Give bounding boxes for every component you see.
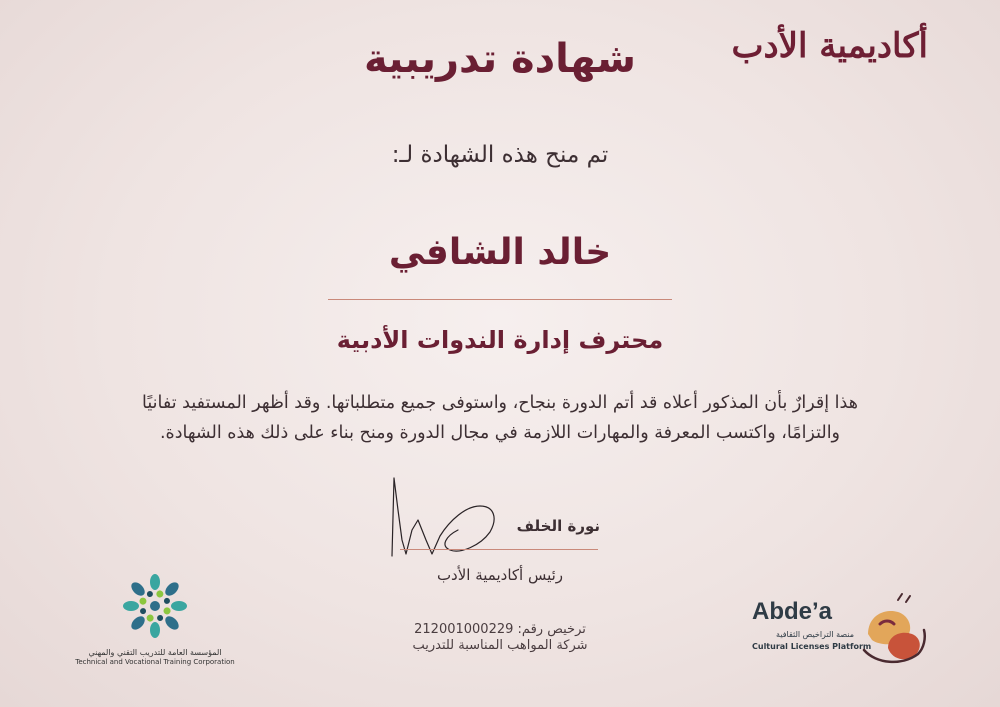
license-number: 212001000229 <box>414 622 514 637</box>
awarded-to-text: تم منح هذه الشهادة لـ: <box>391 142 609 168</box>
abdea-logo <box>750 590 930 670</box>
license-company: شركة المواهب المناسبة للتدريب <box>412 638 588 653</box>
license-label: ترخيص رقم: <box>517 622 586 637</box>
recipient-name: خالد الشافي <box>388 232 612 273</box>
signer-name: نورة الخلف <box>516 517 600 535</box>
certificate-title: شهادة تدريبية <box>364 36 636 82</box>
course-name: محترف إدارة الندوات الأدبية <box>336 326 664 354</box>
abdea-name-en: Cultural Licenses Platform <box>752 642 872 651</box>
academy-logo-text: أكاديمية الأدب <box>731 26 928 66</box>
academy-logo <box>712 20 932 84</box>
tvtc-emblem-icon <box>70 568 240 648</box>
certificate-statement: هذا إقرارٌ بأن المذكور أعلاه قد أتم الدورة بنجاح، واستوفى جميع متطلباتها. وقد أظهر المستفيد تفانيًا والتزامًا، واكتسب المعرفة والمهارات اللازمة في مجال الدورة ومنح بناء على ذلك هذه الشهادة. <box>142 393 858 443</box>
tvtc-name-ar: المؤسسة العامة للتدريب التقني والمهني <box>88 648 222 657</box>
license-number-line <box>400 620 600 639</box>
abdea-wordmark: Abde’a <box>752 598 833 625</box>
abdea-emblem-icon <box>858 590 930 668</box>
signature-line <box>400 549 598 550</box>
abdea-name-ar: منصة التراخيص الثقافية <box>776 630 854 639</box>
name-underline <box>328 299 672 300</box>
tvtc-logo <box>70 568 240 668</box>
tvtc-name-en: Technical and Vocational Training Corporation <box>75 658 235 666</box>
signer-role: رئيس أكاديمية الأدب <box>436 566 564 584</box>
